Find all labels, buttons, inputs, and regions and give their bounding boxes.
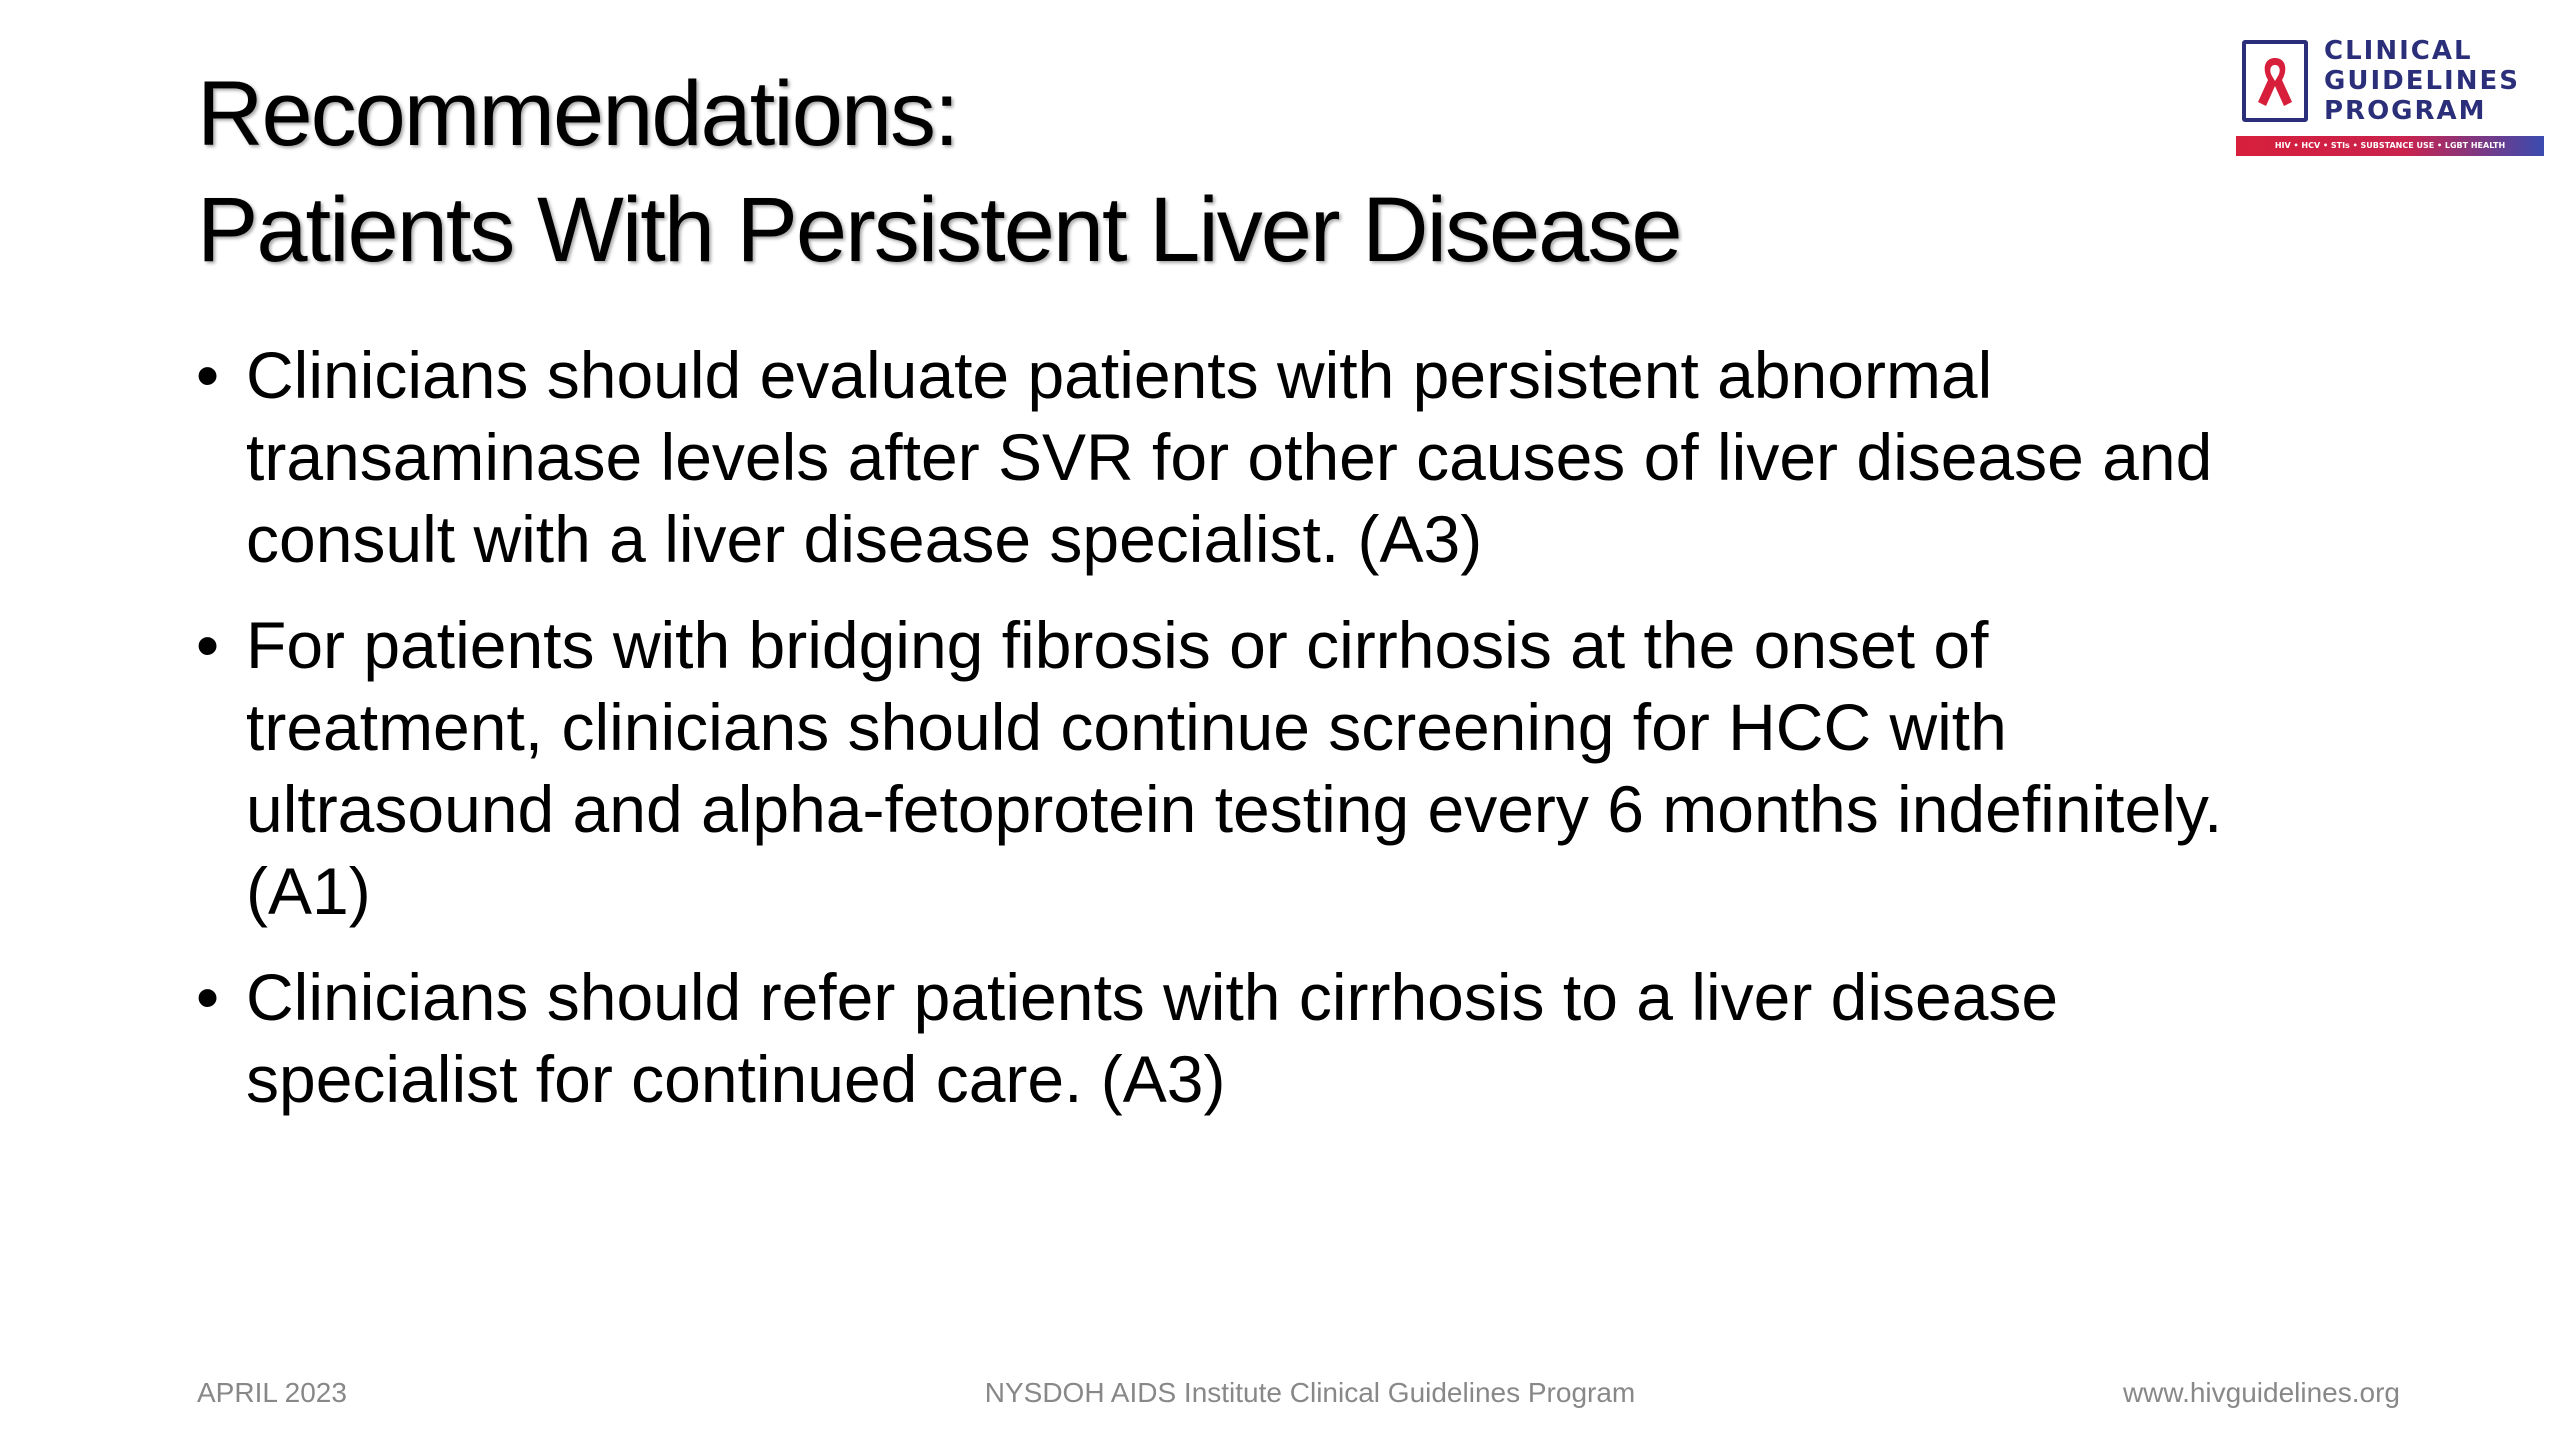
footer-program: NYSDOH AIDS Institute Clinical Guidelines Program <box>984 1377 1636 1408</box>
recommendation-text-line: consult with a liver disease specialist. (A3) <box>246 502 1483 576</box>
logo-wordmark <box>2324 36 2520 126</box>
bullet-marker: • <box>196 608 220 682</box>
recommendation-text-line: For patients with bridging fibrosis or cirrhosis at the onset of <box>246 608 1989 682</box>
bullet-marker: • <box>196 960 220 1034</box>
logo-tagline-bar: HIV • HCV • STIs • SUBSTANCE USE • LGBT HEALTH <box>2236 136 2544 156</box>
slide-title <box>197 56 1681 288</box>
recommendation-text-line: Clinicians should refer patients with cirrhosis to a liver disease <box>246 960 2059 1034</box>
recommendation-text-line: specialist for continued care. (A3) <box>246 1042 1226 1116</box>
footer-date: APRIL 2023 <box>197 1377 347 1408</box>
logo-line-3: PROGRAM <box>2324 96 2487 126</box>
logo-badge <box>2242 40 2308 122</box>
recommendation-item <box>190 956 2420 1120</box>
footer-url: www.hivguidelines.org <box>2122 1377 2400 1408</box>
slide-title-line-2: Patients With Persistent Liver Disease <box>197 179 1681 281</box>
recommendation-list <box>190 334 2420 1144</box>
recommendation-text-line: ultrasound and alpha-fetoprotein testing every 6 months indefinitely. <box>246 772 2223 846</box>
clinical-guidelines-logo <box>2236 36 2544 160</box>
logo-line-2: GUIDELINES <box>2324 66 2520 96</box>
recommendation-text-line: transaminase levels after SVR for other causes of liver disease and <box>246 420 2213 494</box>
recommendation-text-line: (A1) <box>246 854 371 928</box>
recommendation-text-line: treatment, clinicians should continue screening for HCC with <box>246 690 2007 764</box>
ribbon-icon <box>2254 54 2296 110</box>
bullet-marker: • <box>196 338 220 412</box>
logo-line-1: CLINICAL <box>2324 36 2473 66</box>
recommendation-text-line: Clinicians should evaluate patients with persistent abnormal <box>246 338 1993 412</box>
recommendation-item <box>190 334 2420 580</box>
recommendation-item <box>190 604 2420 932</box>
slide-title-line-1: Recommendations: <box>197 63 958 165</box>
